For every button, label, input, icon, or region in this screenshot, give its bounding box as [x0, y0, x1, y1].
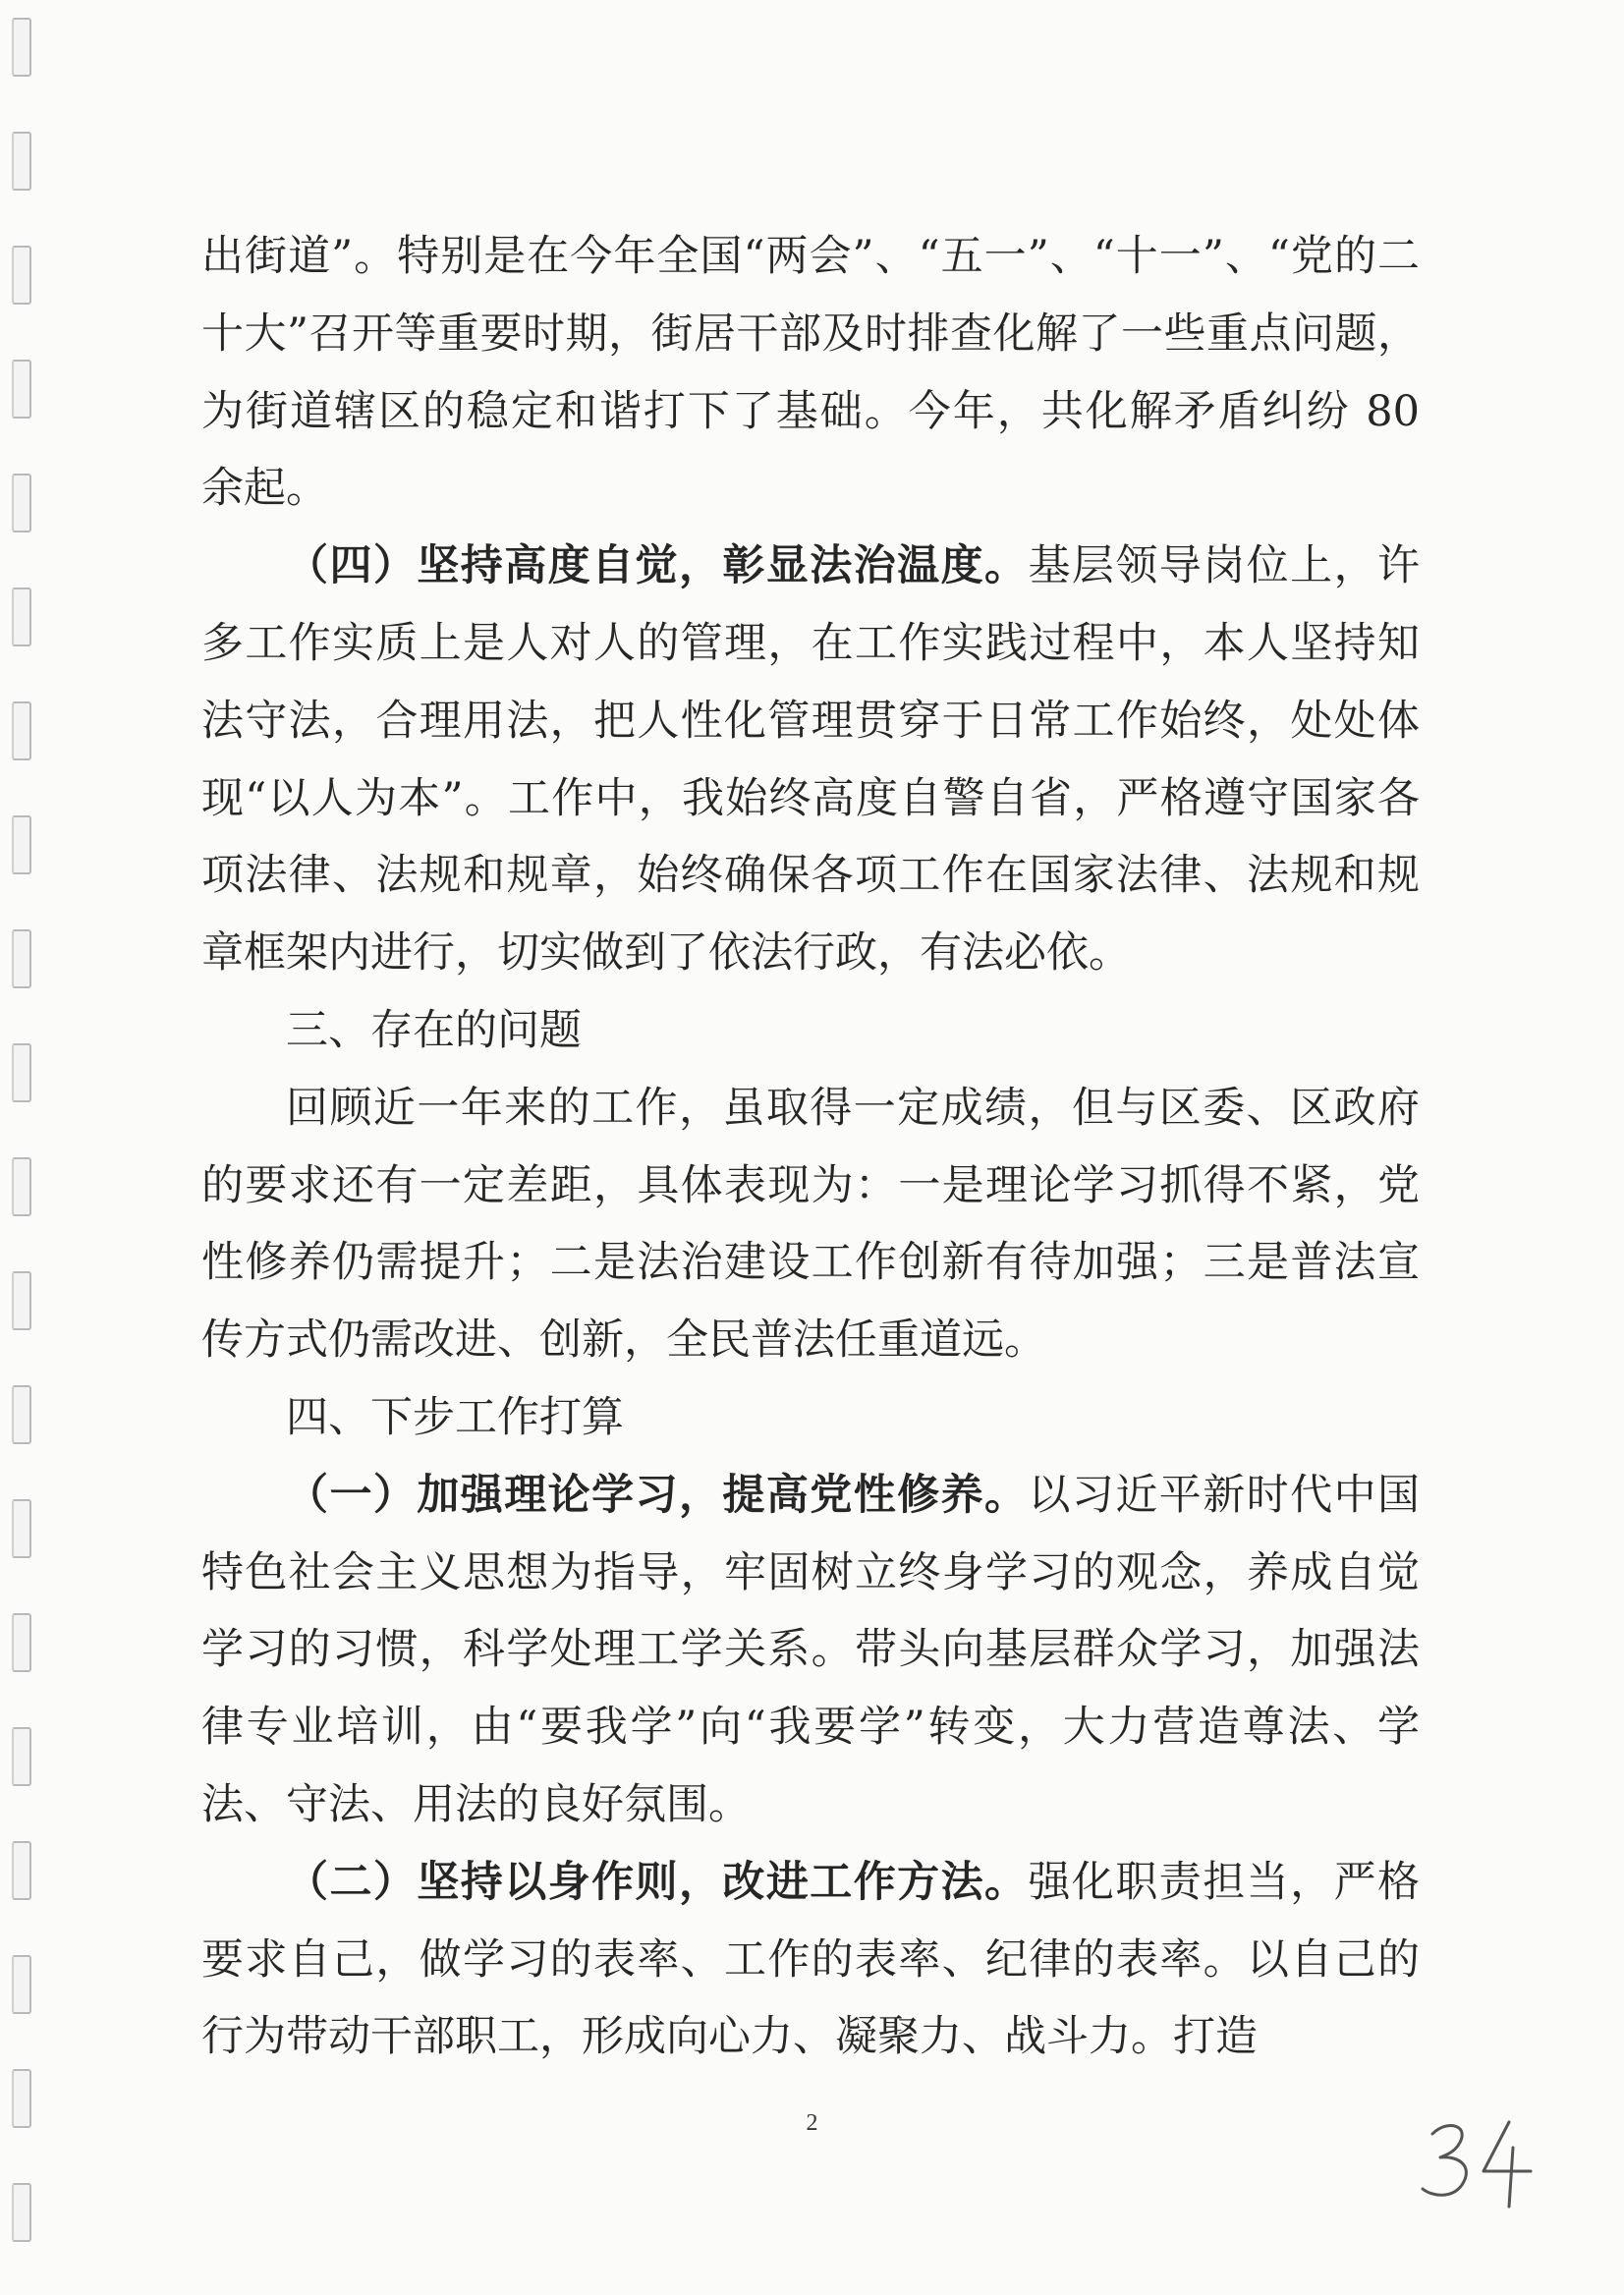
paragraph-4: [201, 1457, 1420, 1844]
paragraph-4-text: 以习近平新时代中国特色社会主义思想为指导，牢固树立终身学习的观念，养成自觉学习的习惯，科学处理工学关系。带头向基层群众学习，加强法律专业培训，由“要我学”向“我要学”转变，大力营造尊法、学法、守法、用法的良好氛围。: [201, 1470, 1421, 1829]
paragraph-3: [201, 1070, 1420, 1379]
binding-hole-icon: [12, 2183, 31, 2242]
binding-hole-icon: [12, 588, 31, 646]
paragraph-2: [201, 528, 1420, 992]
paragraph-5: [201, 1844, 1420, 2076]
section-heading-3: 三、存在的问题: [286, 1005, 582, 1055]
binding-hole-icon: [12, 701, 31, 760]
paragraph-1: [201, 218, 1420, 528]
paragraph-4-lead: （一）加强理论学习，提高党性修养。: [286, 1470, 1029, 1520]
binding-hole-icon: [12, 360, 31, 419]
binding-hole-icon: [12, 474, 31, 532]
binding-holes: [0, 0, 59, 2295]
paragraph-3-text: 回顾近一年来的工作，虽取得一定成绩，但与区委、区政府的要求还有一定差距，具体表现为：一是理论学习抓得不紧，党性修养仍需提升；二是法治建设工作创新有待加强；三是普法宣传方式仍需改进、创新，全民普法任重道远。: [201, 1083, 1420, 1366]
binding-hole-icon: [12, 1499, 31, 1558]
paragraph-5-lead: （二）坚持以身作则，改进工作方法。: [286, 1857, 1029, 1907]
binding-hole-icon: [12, 1271, 31, 1330]
binding-hole-icon: [12, 929, 31, 988]
page-content: [201, 218, 1420, 2076]
paragraph-1-text: 出街道”。特别是在今年全国“两会”、“五一”、“十一”、“党的二十大”召开等重要时期，街居干部及时排查化解了一些重点问题，为街道辖区的稳定和谐打下了基础。今年，共化解矛盾纠纷 80 余起。: [201, 232, 1420, 514]
binding-hole-icon: [12, 1043, 31, 1102]
handwritten-page-mark: [1415, 2112, 1542, 2211]
binding-hole-icon: [12, 815, 31, 874]
binding-hole-icon: [12, 1841, 31, 1900]
binding-hole-icon: [12, 132, 31, 191]
page-number: 2: [806, 2110, 818, 2136]
binding-hole-icon: [12, 1955, 31, 2014]
binding-hole-icon: [12, 1613, 31, 1672]
binding-hole-icon: [12, 1157, 31, 1216]
paragraph-2-text: 基层领导岗位上，许多工作实质上是人对人的管理，在工作实践过程中，本人坚持知法守法，合理用法，把人性化管理贯穿于日常工作始终，处处体现“以人为本”。工作中，我始终高度自警自省，严格遵守国家各项法律、法规和规章，始终确保各项工作在国家法律、法规和规章框架内进行，切实做到了依法行政，有法必依。: [201, 541, 1421, 979]
binding-hole-icon: [12, 246, 31, 305]
binding-hole-icon: [12, 1727, 31, 1786]
section-heading-4: 四、下步工作打算: [286, 1392, 624, 1442]
paragraph-5-text: 强化职责担当，严格要求自己，做学习的表率、工作的表率、纪律的表率。以自己的行为带动干部职工，形成向心力、凝聚力、战斗力。打造: [201, 1857, 1421, 2062]
binding-hole-icon: [12, 1385, 31, 1444]
binding-hole-icon: [12, 18, 31, 77]
paragraph-2-lead: （四）坚持高度自觉，彰显法治温度。: [286, 541, 1029, 591]
